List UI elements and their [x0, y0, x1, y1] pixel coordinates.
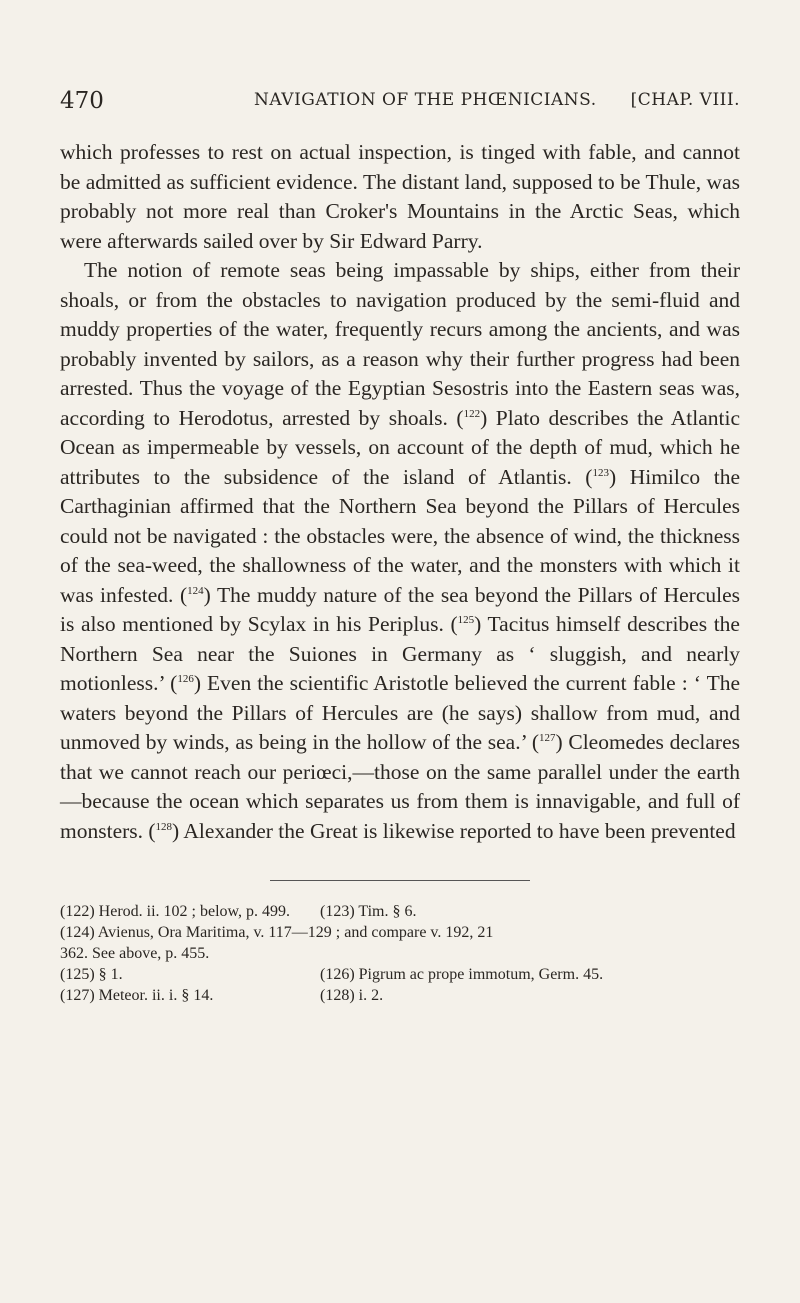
footnote-124: (124) Avienus, Ora Maritima, v. 117—129 ; and compare v. 192, 21: [60, 924, 494, 941]
footnote-125: (125) § 1.: [60, 966, 123, 983]
running-title: NAVIGATION OF THE PHŒNICIANS.: [254, 90, 597, 110]
book-page: [60, 88, 740, 1006]
footnote-128: (128) i. 2.: [320, 987, 384, 1004]
page-number: 470: [60, 88, 104, 114]
running-header: [60, 88, 740, 118]
text-run: ) The muddy nature of the sea beyond the Pillars of Hercules is also mentioned by Scylax in his Periplus. (: [60, 582, 740, 636]
paragraph: [60, 256, 740, 846]
footnote-divider: [270, 880, 530, 881]
text-run: ) Himilco the Carthaginian affirmed that the Northern Sea beyond the Pillars of Hercules could not be navigated : the obstacles were, the absence of wind, the thickness of the sea-weed, the shallowness of the water, and the monsters with which it was infested. (: [60, 464, 741, 607]
footnote-reference[interactable]: 126: [177, 672, 194, 685]
footnote-123: (123) Tim. § 6.: [320, 903, 417, 920]
paragraph: [60, 138, 740, 256]
text-run: ) Cleomedes declares that we cannot reach our periœci,—those on the same parallel under the earth—because the ocean which separates us from them is innavigable, and full of monsters. (: [60, 730, 740, 843]
text-run: which professes to rest on actual inspection, is tinged with fable, and cannot be admitted as sufficient evidence. The distant land, supposed to be Thule, was probably not more real than Croker's Mountains in the Arctic Seas, which were afterwards sailed over by Sir Edward Parry.: [60, 140, 740, 253]
body-text: [60, 138, 740, 846]
footnote-reference[interactable]: 122: [463, 407, 481, 420]
footnote-126: (126) Pigrum ac prope immotum, Germ. 45.: [320, 966, 604, 983]
text-run: ) Alexander the Great is likewise reported to have been prevented: [172, 818, 736, 843]
footnote-127: (127) Meteor. ii. i. § 14.: [60, 987, 214, 1004]
footnote-reference[interactable]: 128: [155, 820, 173, 833]
footnote-reference[interactable]: 127: [539, 731, 556, 744]
text-run: ) Plato describes the Atlantic Ocean as impermeable by vessels, on account of the depth of mud, which he attributes to the subsidence of the island of Atlantis. (: [60, 405, 740, 489]
footnote-122: (122) Herod. ii. 102 ; below, p. 499.: [60, 903, 291, 920]
footnote-124-continued: 362. See above, p. 455.: [60, 945, 210, 962]
text-run: The notion of remote seas being impassable by ships, either from their shoals, or from the obstacles to navigation produced by the semi-fluid and muddy properties of the water, frequently recurs among the ancients, and was probably invented by sailors, as a reason why their further progress had been arrested. Thus the voyage of the Egyptian Sesostris into the Eastern seas was, according to Herodotus, arrested by shoals. (: [60, 258, 740, 430]
text-run: ) Tacitus himself describes the Northern Sea near the Suiones in Germany as ‘ sluggish, and nearly motionless.’ (: [60, 612, 740, 695]
footnotes: [60, 901, 740, 1006]
footnote-reference[interactable]: 124: [187, 584, 204, 597]
footnote-reference[interactable]: 123: [592, 466, 609, 479]
footnote-reference[interactable]: 125: [457, 613, 475, 626]
text-run: ) Even the scientific Aristotle believed the current fable : ‘ The waters beyond the Pillars of Hercules are (he says) shallow from mud, and unmoved by winds, as being in the hollow of the sea.’ (: [60, 671, 740, 754]
chapter-label: [CHAP. VIII.: [630, 90, 740, 110]
